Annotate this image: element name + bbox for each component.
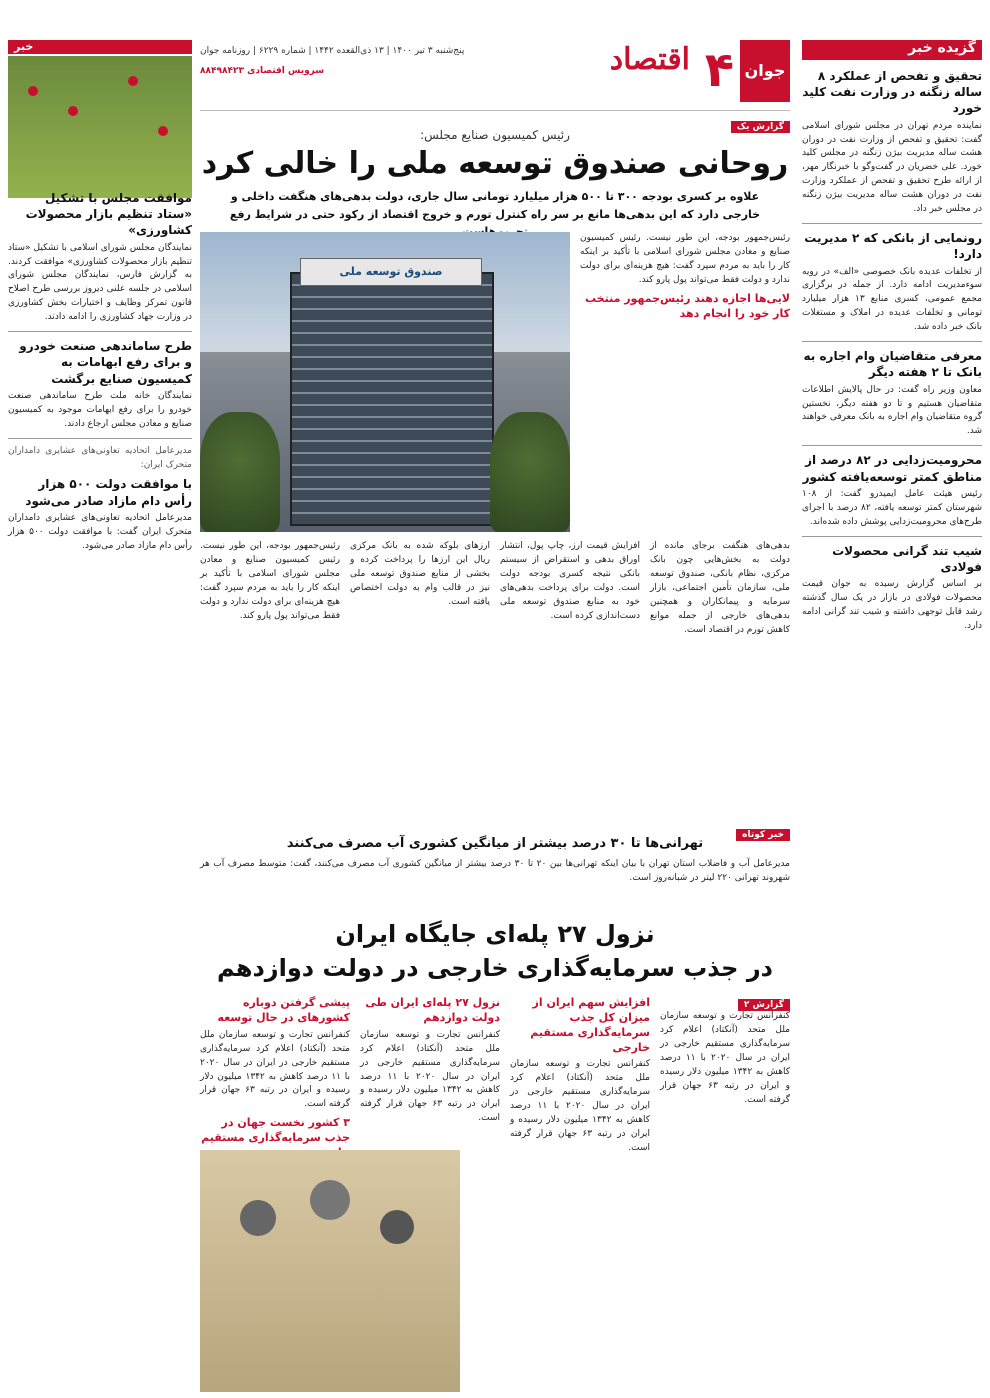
right-item-title[interactable]: معرفی متقاضیان وام اجاره به بانک تا ۲ هفته دیگر [803, 349, 982, 380]
building-sign: صندوق توسعه ملی [300, 258, 482, 286]
cartoon-illustration [200, 1150, 460, 1392]
date-line: پنج‌شنبه ۳ تیر ۱۴۰۰ | ۱۳ ذی‌القعده ۱۴۴۲ | شماره ۶۲۲۹ | روزنامه جوان [200, 46, 465, 56]
right-item-title[interactable]: رونمایی از بانکی که ۲ مدیریت دارد! [804, 231, 982, 262]
right-item-body: رئیس هیئت عامل ایمیدرو گفت: از ۱۰۸ شهرستان کمتر توسعه یافته، ۸۲ درصد با اجرای طرح‌های محرومیت‌زدایی پوشش داده شده‌اند. [802, 488, 983, 527]
report-tag: گزارش یک [731, 114, 790, 133]
section-name: اقتصاد [609, 42, 690, 77]
apple-graphic [68, 106, 78, 116]
second-body-far: پیشی گرفتن دوباره کشورهای در حال توسعه کنفرانس تجارت و توسعه سازمان ملل متحد (آنکتاد) اعلام کرد سرمایه‌گذاری مستقیم خارجی در ایران در سال ۲۰۲۰ با ۱۱ درصد کاهش به ۱۳۴۲ میلیون دلار رسیده و ایران در رتبه ۶۳ جهان قرار گرفته است. ۳ کشور نخست جهان در جذب سرمایه‌گذاری مستقیم [200, 992, 350, 1392]
right-item-body: بر اساس گزارش رسیده به جوان قیمت محصولات فولادی در بازار در یک سال گذشته رشد قابل توجهی داشته و شیب تند گرانی ادامه دارد. [802, 578, 982, 631]
short-news-body: مدیرعامل آب و فاضلاب استان تهران با بیان اینکه تهرانی‌ها بین ۲۰ تا ۳۰ درصد بیشتر از میانگین کشوری آب مصرف می‌کنند، گفت: متوسط مصرف آب هر شهروند تهرانی ۲۲۰ لیتر در شبانه‌روز است. [200, 859, 790, 883]
left-item-body: مدیرعامل اتحادیه تعاونی‌های عشایری دامداران متحرک ایران گفت: با موافقت دولت ۵۰۰ هزار رأس دام مازاد صادر می‌شود. [8, 512, 192, 551]
second-subhead: افزایش سهم ایران از میزان کل جذب سرمایه‌گذاری مستقیم خارجی [530, 996, 650, 1054]
left-item-title[interactable]: با موافقت دولت ۵۰۰ هزار رأس دام مازاد صادر می‌شود [25, 477, 192, 508]
coin-graphic [380, 1210, 414, 1244]
right-item-body: معاون وزیر راه گفت: در حال پالایش اطلاعات متقاضیان هستیم و تا دو هفته دیگر، نخستین گروه متقاضیان وام اجاره به بانک معرفی خواهند شد. [802, 384, 982, 437]
main-body-far: رئیس‌جمهور بودجه، این طور نیست. رئیس کمیسیون صنایع و معادن مجلس شورای اسلامی با تأکید بر اینکه کار را باید به مردم سپرد گفت: هیچ هزینه‌ای برای دولت ندارد و دولت فقط می‌تواند پول پارو کند. لایی‌ها اجازه دهند رئیس‌جمهور منتخب کار خود را انجام دهد [580, 233, 790, 320]
main-lead: علاوه بر کسری بودجه ۳۰۰ تا ۵۰۰ هزار میلیارد تومانی سال جاری، دولت بدهی‌های هنگفت داخلی و خارجی دارد که این بدهی‌ها مانع بر سر راه کنترل تورم و خروج اقتصاد از رکود حتی در شرایط رفع [229, 190, 761, 221]
main-body-mid: افزایش قیمت ارز، چاپ پول، انتشار اوراق بدهی و استقراض از سیستم بانکی نتیجه کسری بودجه دولت است. دولت برای پرداخت بدهی‌های خود به منابع صندوق توسعه ملی دست‌اندازی کرده است. [500, 541, 640, 621]
apple-graphic [128, 76, 138, 86]
left-item-body: نمایندگان خانه ملت طرح ساماندهی صنعت خودرو را برای رفع ابهامات موجود به کمیسیون صنایع و معادن مجلس ارجاع دادند. [8, 390, 192, 429]
divider [8, 438, 192, 439]
divider [802, 536, 982, 537]
main-body-far-2: رئیس‌جمهور بودجه، این طور نیست. رئیس کمیسیون صنایع و معادن مجلس شورای اسلامی با تأکید بر اینکه کار را باید به مردم سپرد گفت: هیچ هزینه‌ای برای دولت ندارد و دولت فقط می‌تواند پول پارو کند. [200, 541, 340, 621]
apple-orchard-photo [8, 56, 192, 198]
right-column [802, 64, 982, 1388]
left-column [8, 186, 192, 1388]
right-item [802, 68, 982, 217]
right-item-title[interactable]: محرومیت‌زدایی در ۸۲ درصد از مناطق کمتر توسعه‌یافته کشور [802, 453, 982, 484]
tree-graphic [490, 412, 570, 532]
second-body-left: نزول ۲۷ پله‌ای ایران طی دولت دوازدهم کنفرانس تجارت و توسعه سازمان ملل متحد (آنکتاد) اعلام کرد سرمایه‌گذاری مستقیم خارجی در ایران در سال ۲۰۲۰ با ۱۱ درصد کاهش به ۱۳۴۲ میلیون دلار رسیده و ایران در رتبه ۶۳ جهان قرار گرفته است. [360, 996, 500, 1124]
divider [802, 445, 982, 446]
main-headline[interactable]: روحانی صندوق توسعه ملی را خالی کرد [201, 146, 789, 181]
main-kicker: رئیس کمیسیون صنایع مجلس: [420, 128, 570, 142]
right-column-header: گزیده خبر [802, 40, 982, 60]
coin-graphic [310, 1180, 350, 1220]
second-subhead: ۳ کشور نخست جهان در جذب سرمایه‌گذاری مستقیم [201, 1116, 350, 1145]
second-body-mid: افزایش سهم ایران از میزان کل جذب سرمایه‌گذاری مستقیم خارجی کنفرانس تجارت و توسعه سازمان ملل متحد (آنکتاد) اعلام کرد سرمایه‌گذاری مستقیم خارجی در ایران در سال ۲۰۲۰ با ۱۱ درصد کاهش به ۱۳۴۲ میلیون دلار رسیده و ایران در رتبه ۶۳ جهان قرار گرفته است. [510, 996, 650, 1153]
report2-tag: گزارش ۲ [738, 992, 790, 1011]
short-news-title[interactable]: تهرانی‌ها تا ۳۰ درصد بیشتر از میانگین کشوری آب مصرف می‌کنند [286, 836, 704, 851]
right-item [802, 543, 982, 634]
main-subhead: لایی‌ها اجازه دهند رئیس‌جمهور منتخب کار خود را انجام دهد [585, 291, 790, 320]
apple-graphic [28, 86, 38, 96]
divider [802, 223, 982, 224]
right-item [802, 348, 982, 439]
newspaper-logo[interactable]: جوان [740, 40, 790, 102]
left-column-header: خبر [8, 40, 192, 54]
right-item-body: از تخلفات عدیده بانک خصوصی «الف» در رویه سوءمدیریت ادامه دارد. از جمله در برگزاری مجمع عمومی، کسری منابع ۱۳ هزار میلیارد تومانی و تخلفات عدیده در املاک و مستغلات بانک خبر داده شد. [802, 266, 982, 333]
left-item-title[interactable]: طرح ساماندهی صنعت خودرو و برای رفع ابهامات به کمیسیون صنایع برگشت [19, 339, 192, 386]
second-headline-line1: نزول ۲۷ پله‌ای جایگاه ایران [335, 920, 655, 948]
masthead [200, 40, 790, 111]
apple-graphic [158, 126, 168, 136]
divider [802, 341, 982, 342]
building-photo [200, 232, 570, 532]
tree-graphic [200, 412, 280, 532]
right-item-title[interactable]: شیب تند گرانی محصولات فولادی [832, 543, 982, 574]
second-body-right: کنفرانس تجارت و توسعه سازمان ملل متحد (آنکتاد) اعلام کرد سرمایه‌گذاری مستقیم خارجی در ایران در سال ۲۰۲۰ با ۱۱ درصد کاهش به ۱۳۴۲ میلیون دلار رسیده و ایران در رتبه ۶۳ جهان قرار گرفته است. [660, 1011, 791, 1105]
service-line: سرویس اقتصادی ۸۸۴۹۸۴۲۳ [200, 66, 325, 76]
page-number: ۴ [704, 42, 734, 98]
left-item-kicker: مدیرعامل اتحادیه تعاونی‌های عشایری دامداران متحرک ایران: [8, 445, 192, 470]
divider [8, 331, 192, 332]
right-item [802, 452, 982, 529]
second-subhead: پیشی گرفتن دوباره کشورهای در حال توسعه [217, 996, 350, 1024]
right-item-title[interactable]: تحقیق و تفحص از عملکرد ۸ ساله زنگنه در وزارت نفت کلید خورد [802, 69, 982, 116]
right-item-body: نماینده مردم تهران در مجلس شورای اسلامی گفت: تحقیق و تفحص از وزارت نفت در دوران هشت ساله مدیریت بیژن زنگنه در مجلس کلید خورد. علی خضریان در گفت‌وگو با خبرنگار مهر، از ارائه طرح تحقیق و تفحص از عملکرد وزارت نفت در دوران هشت ساله مدیریت بیژن زنگنه در مجلس خبر داد. [802, 120, 982, 215]
short-news-tag: خبر کوتاه [736, 822, 790, 841]
left-item-title[interactable]: موافقت مجلس با تشکیل «ستاد تنظیم بازار محصولات کشاورزی» [25, 191, 192, 238]
main-body-right: بدهی‌های هنگفت برجای مانده از دولت به بخش‌هایی چون بانک مرکزی، نظام بانکی، صندوق توسعه ملی، سازمان تأمین اجتماعی، بازار سرمایه و پیمانکاران و همچنین بدهی‌های خارجی از جمله موانع کاهش تورم در اقتصاد است. [650, 541, 790, 635]
main-body-left: ارزهای بلوکه شده به بانک مرکزی ریال این ارزها را پرداخت کرده و بخشی از منابع صندوق توسعه ملی نیز در قالب وام به دولت اختصاص یافته است. [350, 541, 490, 607]
second-headline-line2: در جذب سرمایه‌گذاری خارجی در دولت دوازدهم [217, 953, 773, 982]
right-item [802, 230, 982, 335]
left-item-body: نمایندگان مجلس شورای اسلامی با تشکیل «ستاد تنظیم بازار محصولات کشاورزی» موافقت کردند. به گزارش فارس، نمایندگان مجلس شورای اسلامی در جلسه علنی دیروز بررسی طرح اصلاح قانون تمرکز وظایف و اختیارات بخش کشاورزی در وزارت جهاد کشاورزی را ادامه دادند. [8, 242, 192, 323]
building-graphic [290, 272, 494, 526]
coin-graphic [240, 1200, 276, 1236]
second-subhead: نزول ۲۷ پله‌ای ایران طی دولت دوازدهم [365, 996, 500, 1024]
second-headline[interactable] [200, 918, 790, 985]
